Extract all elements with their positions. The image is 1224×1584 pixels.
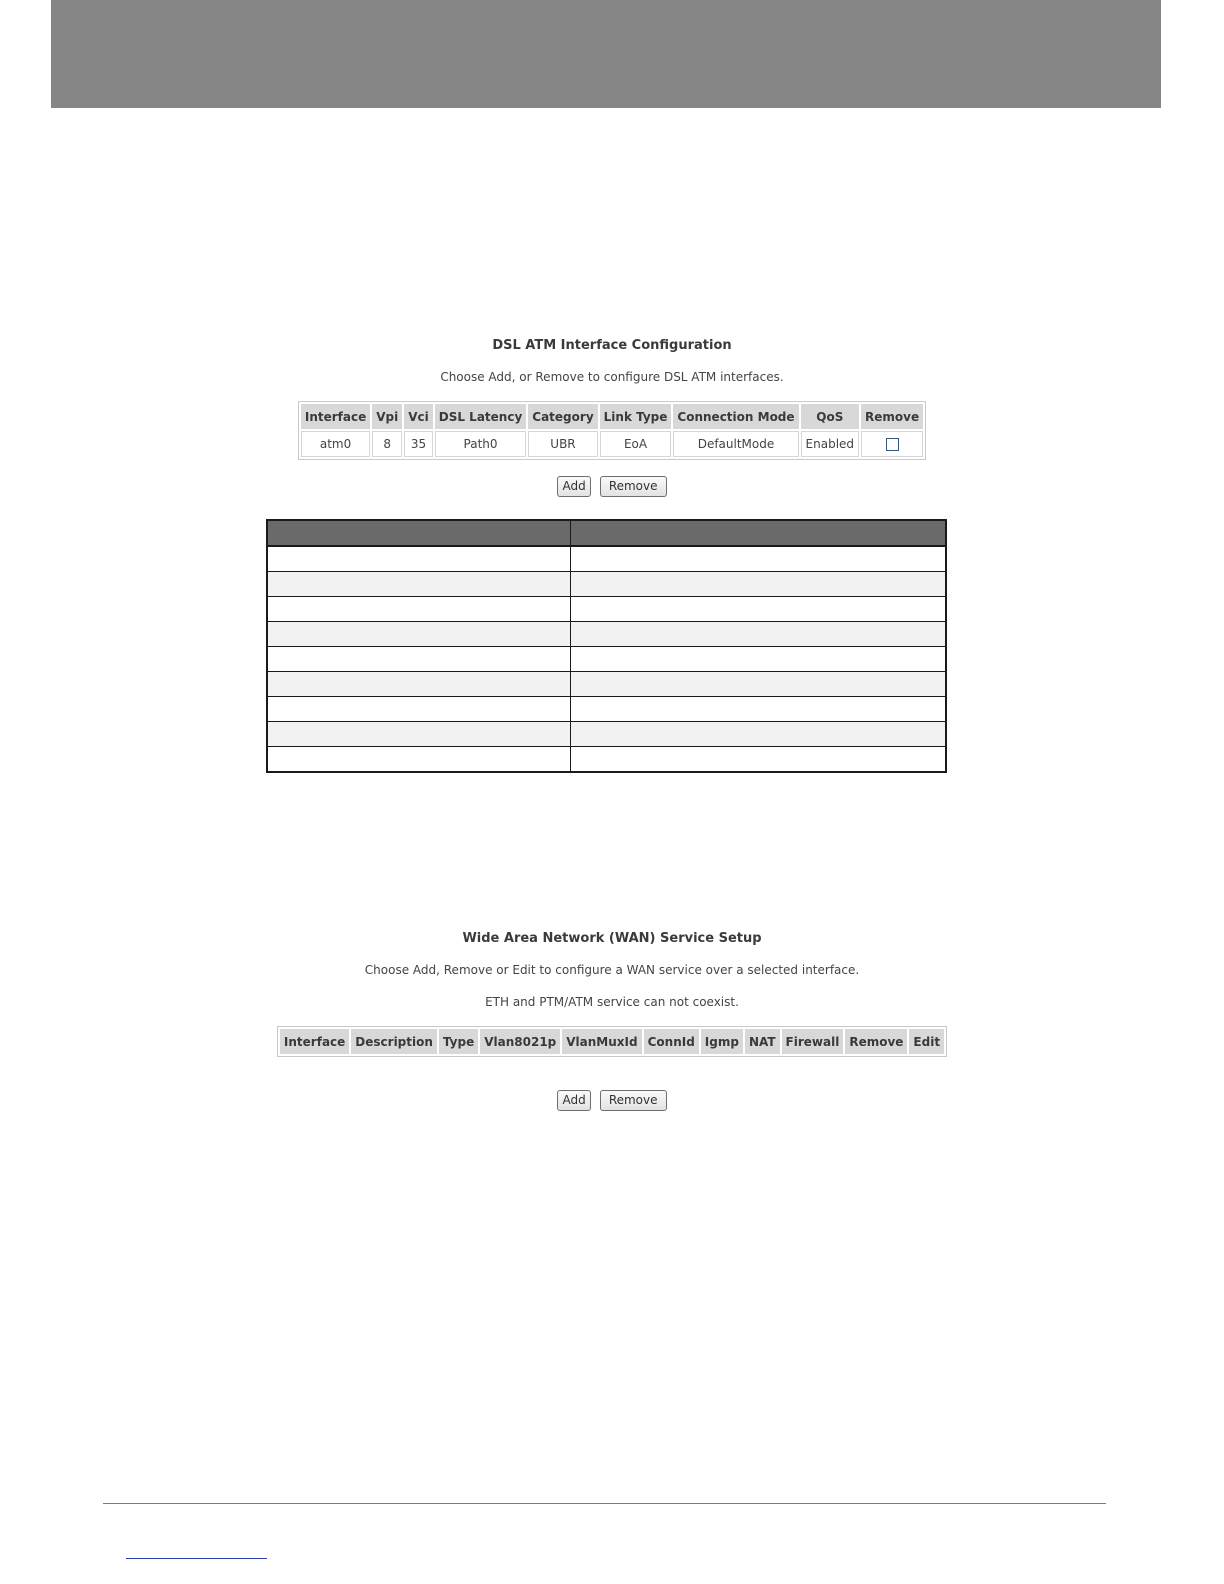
col-remove: Remove	[845, 1029, 907, 1054]
wan-note: ETH and PTM/ATM service can not coexist.	[485, 995, 739, 1009]
col-igmp: Igmp	[701, 1029, 743, 1054]
atm-instruction-wrap	[0, 370, 1224, 384]
wan-table-wrap	[0, 1026, 1224, 1057]
wan-service-table	[277, 1026, 947, 1057]
atm-table-header-row	[301, 404, 923, 429]
table-row	[268, 696, 945, 721]
wan-instruction-wrap	[0, 963, 1224, 977]
wan-instruction: Choose Add, Remove or Edit to configure a WAN service over a selected interface.	[364, 963, 860, 977]
wan-button-row	[0, 1089, 1224, 1111]
col-dsl-latency: DSL Latency	[435, 404, 527, 429]
col-connid: ConnId	[644, 1029, 699, 1054]
wan-add-button[interactable]: Add	[557, 1090, 590, 1111]
table-row	[268, 646, 945, 671]
col-remove: Remove	[861, 404, 923, 429]
atm-instruction: Choose Add, or Remove to configure DSL ATM interfaces.	[440, 370, 784, 384]
atm-interface-table	[298, 401, 926, 460]
atm-table-wrap	[0, 401, 1224, 460]
cell-interface: atm0	[301, 431, 370, 457]
cell-vci: 35	[404, 431, 433, 457]
cell-vpi: 8	[372, 431, 402, 457]
cell-qos: Enabled	[801, 431, 860, 457]
remove-checkbox[interactable]	[886, 438, 899, 451]
table-row	[268, 621, 945, 646]
wan-section-title-wrap	[0, 931, 1224, 946]
col-firewall: Firewall	[782, 1029, 844, 1054]
col-vci: Vci	[404, 404, 433, 429]
table-row	[268, 671, 945, 696]
atm-remove-button[interactable]: Remove	[600, 476, 667, 497]
cell-remove	[861, 431, 923, 457]
col-edit: Edit	[909, 1029, 944, 1054]
cell-link-type: EoA	[600, 431, 672, 457]
col-nat: NAT	[745, 1029, 780, 1054]
table-row	[268, 746, 945, 771]
parameter-table-header	[268, 521, 945, 546]
wan-remove-button[interactable]: Remove	[600, 1090, 667, 1111]
cell-category: UBR	[528, 431, 597, 457]
col-link-type: Link Type	[600, 404, 672, 429]
cell-latency: Path0	[435, 431, 527, 457]
wan-section-title: Wide Area Network (WAN) Service Setup	[462, 931, 762, 946]
footer-divider	[103, 1503, 1106, 1504]
col-vlanmuxid: VlanMuxId	[562, 1029, 641, 1054]
col-category: Category	[528, 404, 597, 429]
atm-section-title-wrap	[0, 338, 1224, 353]
parameter-table	[266, 519, 947, 773]
table-row	[268, 546, 945, 571]
col-vlan8021p: Vlan8021p	[480, 1029, 560, 1054]
table-row	[268, 596, 945, 621]
page-header-band	[51, 0, 1161, 108]
table-row	[268, 571, 945, 596]
col-interface: Interface	[280, 1029, 349, 1054]
col-vpi: Vpi	[372, 404, 402, 429]
wan-table-header-row	[280, 1029, 944, 1054]
table-row	[301, 431, 923, 457]
col-type: Type	[439, 1029, 478, 1054]
parameter-header-cell-2	[571, 521, 945, 545]
atm-section-title: DSL ATM Interface Configuration	[492, 338, 732, 353]
cell-connection-mode: DefaultMode	[673, 431, 798, 457]
col-connection-mode: Connection Mode	[673, 404, 798, 429]
table-row	[268, 721, 945, 746]
col-qos: QoS	[801, 404, 860, 429]
atm-add-button[interactable]: Add	[557, 476, 590, 497]
parameter-header-cell-1	[268, 521, 571, 545]
wan-note-wrap	[0, 995, 1224, 1009]
col-description: Description	[351, 1029, 437, 1054]
footer-link-underline[interactable]	[126, 1558, 267, 1559]
atm-button-row	[0, 475, 1224, 497]
col-interface: Interface	[301, 404, 370, 429]
